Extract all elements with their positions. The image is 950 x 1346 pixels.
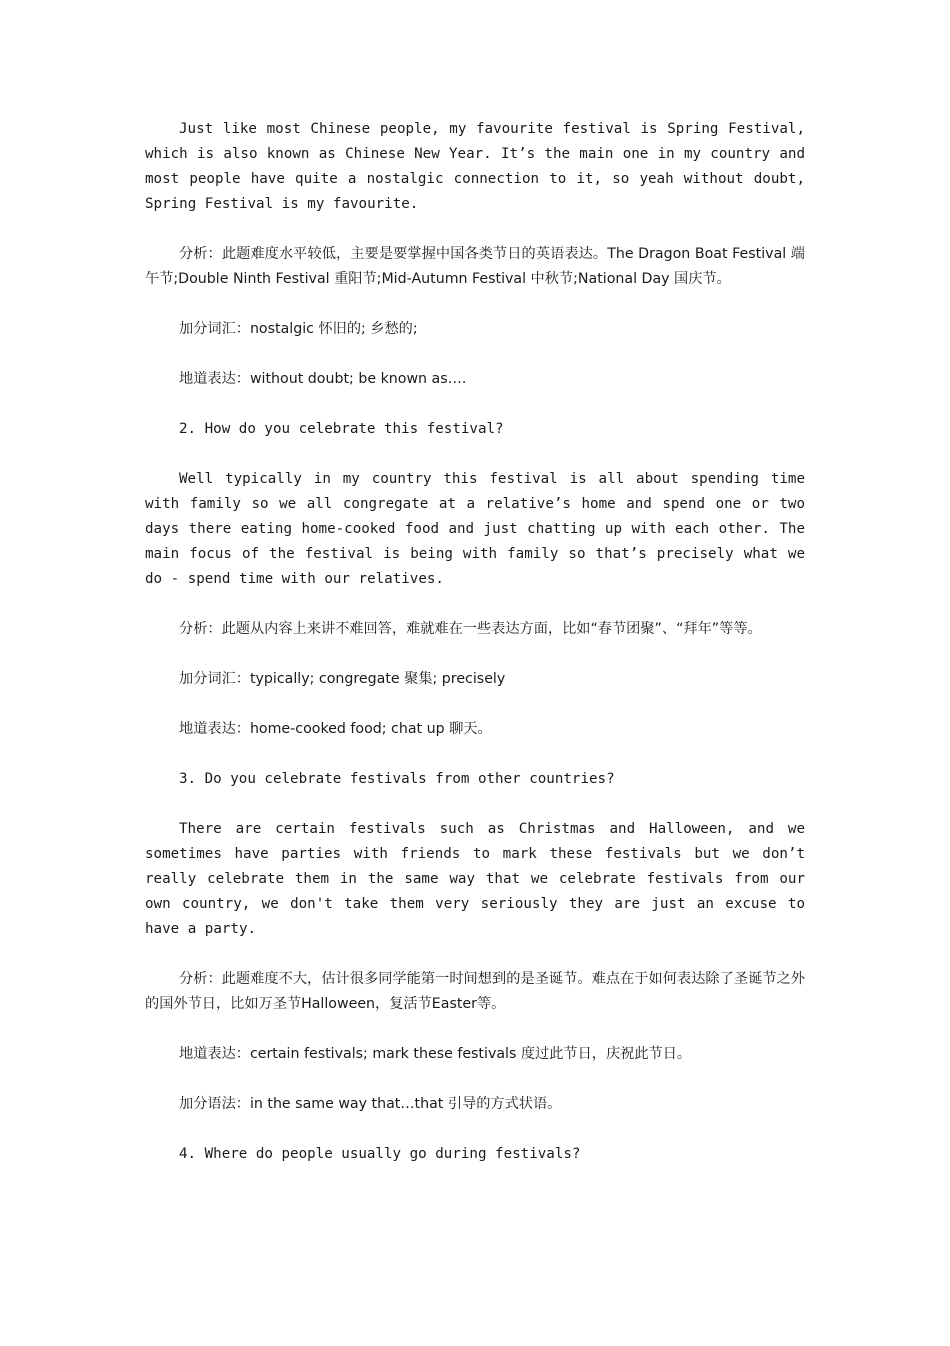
idiomatic-expression-line: 地道表达：without doubt; be known as…. [179,371,467,387]
analysis-paragraph: 分析：此题难度水平较低，主要是要掌握中国各类节日的英语表达。The Dragon Boat Festival 端午节;Double Ninth Festival 重阳节;Mid-Autumn Festival 中秋节;National Day 国庆节。 [145,246,805,287]
question-heading: 2. How do you celebrate this festival? [179,421,504,437]
idiomatic-expression-line: 地道表达：certain festivals; mark these festivals 度过此节日，庆祝此节日。 [179,1046,692,1062]
answer-paragraph: There are certain festivals such as Christmas and Halloween, and we sometimes have parties with friends to mark these festivals but we don’t really celebrate them in the same way that we celebrate festivals from our own country, we don't take them very seriously they are just an excuse to have a party. [145,821,805,937]
question-heading: 4. Where do people usually go during festivals? [179,1146,581,1162]
idiomatic-expression-line: 地道表达：home-cooked food; chat up 聊天。 [179,721,492,737]
bonus-vocabulary-line: 加分词汇：typically; congregate 聚集; precisely [179,671,506,687]
analysis-paragraph: 分析：此题从内容上来讲不难回答，难就难在一些表达方面，比如“春节团聚”、“拜年”等等。 [179,621,762,637]
bonus-grammar-line: 加分语法：in the same way that…that 引导的方式状语。 [179,1096,562,1112]
analysis-paragraph: 分析：此题难度不大，估计很多同学能第一时间想到的是圣诞节。难点在于如何表达除了圣诞节之外的国外节日，比如万圣节Halloween，复活节Easter等。 [145,971,805,1012]
answer-paragraph: Well typically in my country this festival is all about spending time with family so we all congregate at a relative’s home and spend one or two days there eating home-cooked food and just chatting up with each other. The main focus of the festival is being with family so that’s precisely what we do - spend time with our relatives. [145,471,805,587]
answer-paragraph: Just like most Chinese people, my favourite festival is Spring Festival, which is also known as Chinese New Year. It’s the main one in my country and most people have quite a nostalgic connection to it, so yeah without doubt, Spring Festival is my favourite. [145,121,805,212]
document-page [145,117,805,1192]
question-heading: 3. Do you celebrate festivals from other countries? [179,771,615,787]
bonus-vocabulary-line: 加分词汇：nostalgic 怀旧的; 乡愁的; [179,321,418,337]
